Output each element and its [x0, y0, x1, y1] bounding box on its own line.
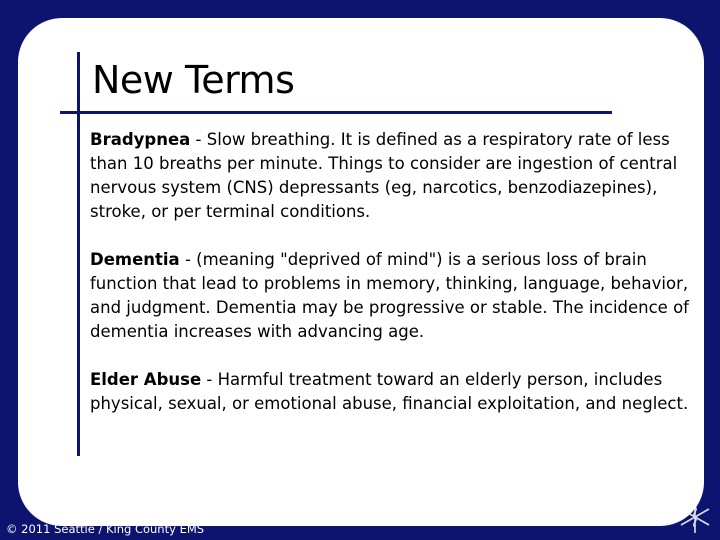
star-of-life-logo-icon [672, 496, 718, 538]
term-definition: Harmful treatment toward an elderly person, includes physical, sexual, or emotional abuse, financial exploitation, and neglect. [90, 370, 689, 413]
title-underline [60, 111, 612, 114]
term-item-dementia [90, 248, 690, 344]
copyright-footer: © 2011 Seattle / King County EMS [6, 522, 205, 536]
term-name: Bradypnea [90, 130, 191, 149]
term-definition: (meaning "deprived of mind") is a serious loss of brain function that lead to problems in memory, thinking, language, behavior, and judgment. Dementia may be progressive or stable. The incidence of dementia increases with advancing age. [90, 250, 689, 341]
term-item-bradypnea [90, 128, 690, 224]
term-name: Dementia [90, 250, 180, 269]
slide-title: New Terms [92, 58, 295, 102]
term-name: Elder Abuse [90, 370, 202, 389]
term-definition: Slow breathing. It is defined as a respiratory rate of less than 10 breaths per minute. Things to consider are ingestion of central nervous system (CNS) depressants (eg, narcotics, benzodiazepines), stroke, or per terminal conditions. [90, 130, 678, 221]
term-list [90, 128, 690, 440]
term-separator: - [190, 130, 207, 149]
term-item-elder-abuse [90, 368, 690, 416]
term-separator: - [201, 370, 218, 389]
term-separator: - [179, 250, 197, 269]
